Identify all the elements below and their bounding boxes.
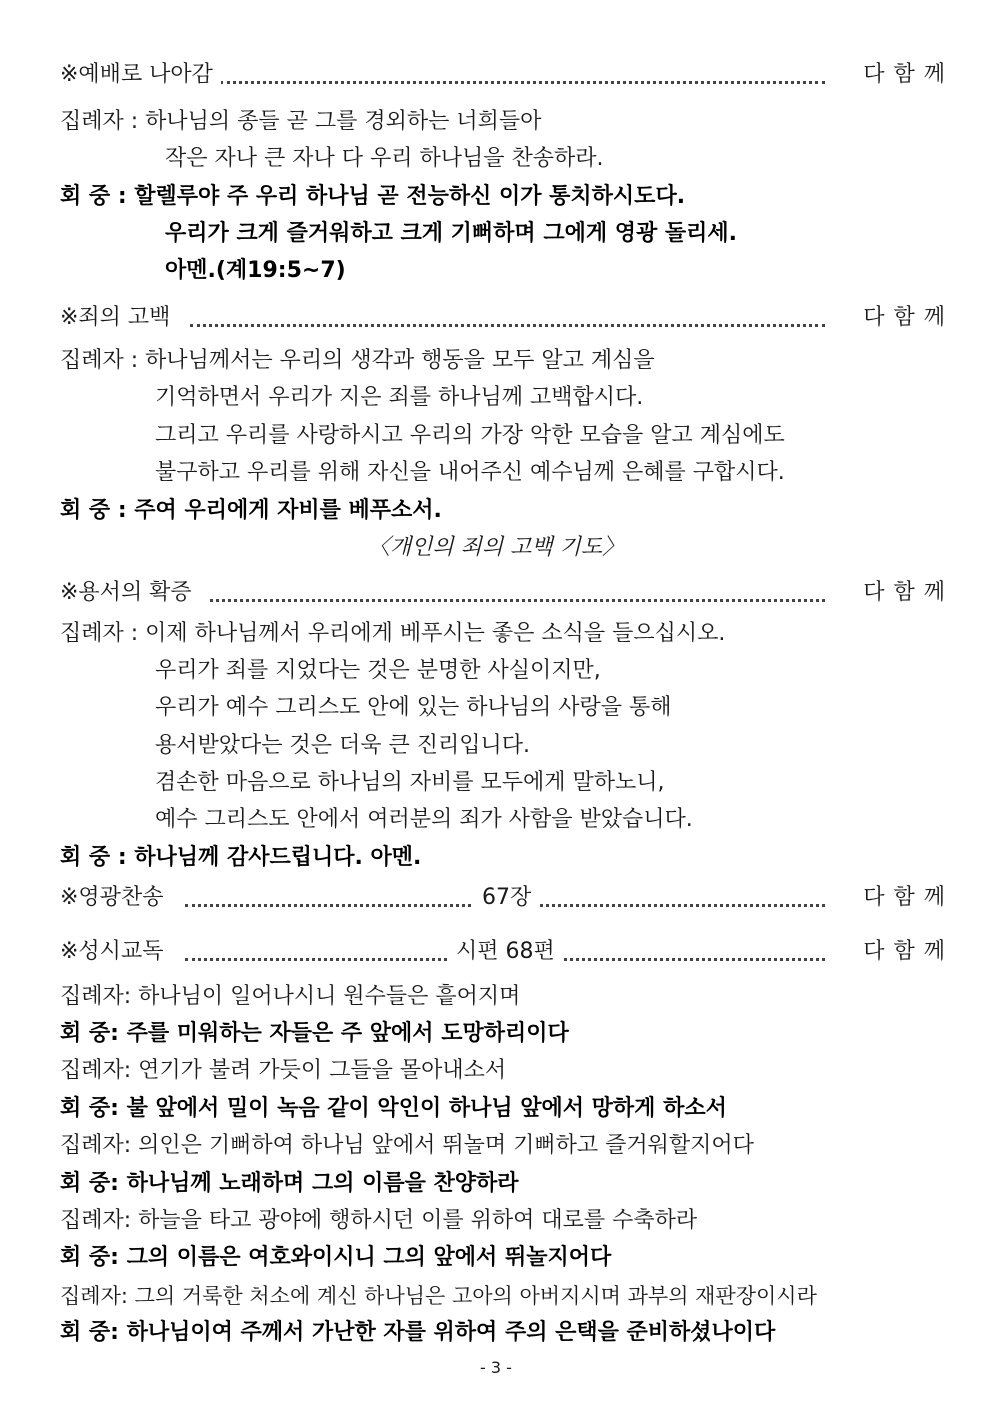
- leader-line: 집례자 : 이제 하나님께서 우리에게 베푸시는 좋은 소식을 들으십시오.: [60, 621, 726, 646]
- leader-dots: [210, 595, 825, 602]
- leader-line: 집례자: 의인은 기뻐하여 하나님 앞에서 뛰놀며 기뻐하고 즐거워할지어다: [60, 1133, 754, 1158]
- congregation-line: 회 중: 불 앞에서 밀이 녹음 같이 악인이 하나님 앞에서 망하게 하소서: [60, 1096, 727, 1121]
- section-header-call-to-worship: [60, 60, 954, 90]
- congregation-line: 우리가 크게 즐거워하고 크게 기뻐하며 그에게 영광 돌리세.: [165, 221, 738, 246]
- leader-dots: [190, 320, 825, 327]
- leader-line: 우리가 죄를 지었다는 것은 분명한 사실이지만,: [155, 658, 601, 683]
- leader-line: 겸손한 마음으로 하나님의 자비를 모두에게 말하노니,: [155, 770, 665, 795]
- leader-line: 작은 자나 큰 자나 다 우리 하나님을 찬송하라.: [165, 146, 604, 171]
- section-header-assurance: [60, 578, 954, 608]
- leader-line: 집례자: 하나님이 일어나시니 원수들은 흩어지며: [60, 984, 521, 1009]
- psalm-reference: 시편 68편: [448, 937, 563, 967]
- section-header-confession: [60, 303, 954, 333]
- leader-line: 불구하고 우리를 위해 자신을 내어주신 예수님께 은혜를 구합시다.: [155, 460, 785, 485]
- leader-dots: [220, 77, 825, 84]
- participant-label: 다함께: [855, 937, 954, 967]
- section-header-gloria: [60, 883, 954, 913]
- leader-line: 기억하면서 우리가 지은 죄를 하나님께 고백합시다.: [155, 385, 644, 410]
- participant-label: 다함께: [855, 883, 954, 913]
- leader-line: 집례자: 하늘을 타고 광야에 행하시던 이를 위하여 대로를 수축하라: [60, 1208, 698, 1233]
- section-title: ※예배로 나아감: [60, 60, 221, 90]
- leader-line: 용서받았다는 것은 더욱 큰 진리입니다.: [155, 733, 530, 758]
- section-title: ※영광찬송: [60, 883, 171, 913]
- congregation-line: 회 중 : 주여 우리에게 자비를 베푸소서.: [60, 498, 442, 523]
- congregation-line: 회 중 : 하나님께 감사드립니다. 아멘.: [60, 845, 422, 870]
- section-title: ※성시교독: [60, 937, 171, 967]
- congregation-line: 회 중: 주를 미워하는 자들은 주 앞에서 도망하리이다: [60, 1021, 569, 1046]
- leader-line: 예수 그리스도 안에서 여러분의 죄가 사함을 받았습니다.: [155, 807, 693, 832]
- instruction-note: 〈개인의 죄의 고백 기도〉: [367, 535, 625, 560]
- congregation-line: 회 중 : 할렐루야 주 우리 하나님 곧 전능하신 이가 통치하시도다.: [60, 184, 686, 209]
- scripture-reference: 아멘.(계19:5~7): [165, 258, 346, 283]
- participant-label: 다함께: [855, 60, 954, 90]
- congregation-line: 회 중: 하나님이여 주께서 가난한 자를 위하여 주의 은택을 준비하셨나이다: [60, 1320, 776, 1345]
- leader-line: 집례자 : 하나님께서는 우리의 생각과 행동을 모두 알고 계심을: [60, 348, 655, 373]
- leader-line: 집례자 : 하나님의 종들 곧 그를 경외하는 너희들아: [60, 109, 542, 134]
- hymn-number: 67장: [474, 883, 539, 913]
- participant-label: 다함께: [855, 578, 954, 608]
- section-title: ※죄의 고백: [60, 303, 178, 333]
- congregation-line: 회 중: 하나님께 노래하며 그의 이름을 찬양하라: [60, 1171, 519, 1196]
- leader-line: 우리가 예수 그리스도 안에 있는 하나님의 사랑을 통해: [155, 695, 672, 720]
- congregation-line: 회 중: 그의 이름은 여호와이시니 그의 앞에서 뛰놀지어다: [60, 1245, 612, 1270]
- leader-line: 집례자: 그의 거룩한 처소에 계신 하나님은 고아의 아버지시며 과부의 재판장이시라: [60, 1284, 817, 1308]
- leader-line: 그리고 우리를 사랑하시고 우리의 가장 악한 모습을 알고 계심에도: [155, 423, 785, 448]
- leader-line: 집례자: 연기가 불려 가듯이 그들을 몰아내소서: [60, 1058, 507, 1083]
- page-number: - 3 -: [480, 1358, 512, 1377]
- section-header-responsive-reading: [60, 937, 954, 967]
- section-title: ※용서의 확증: [60, 578, 200, 608]
- participant-label: 다함께: [855, 303, 954, 333]
